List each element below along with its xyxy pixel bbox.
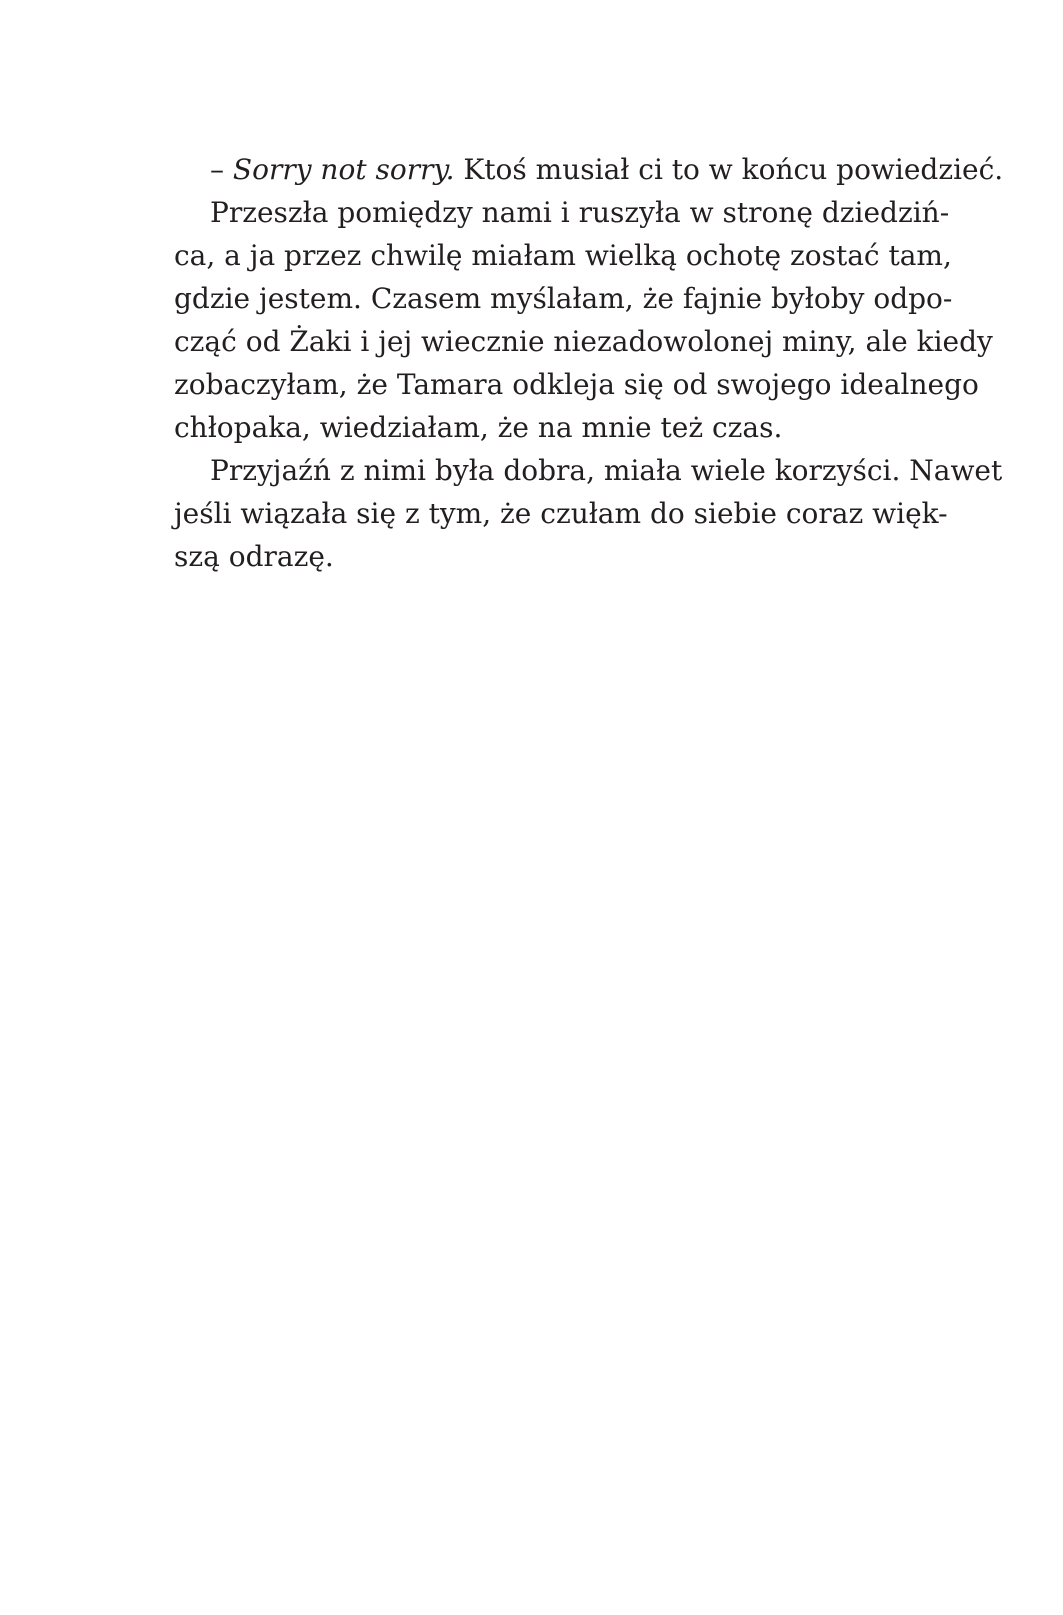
paragraph-3-line-2: jeśli wiązała się z tym, że czułam do siebie coraz więk- [174, 497, 948, 530]
italic-phrase: Sorry not sorry. [232, 153, 455, 186]
dialogue-dash: – [210, 153, 233, 186]
paragraph-3-line-1: Przyjaźń z nimi była dobra, miała wiele korzyści. Nawet [210, 454, 1003, 487]
paragraph-3-line-3: szą odrazę. [174, 540, 334, 573]
dialogue-text: Ktoś musiał ci to w końcu powiedzieć. [454, 153, 1004, 186]
body-text [174, 148, 1004, 578]
paragraph-2-line-4: cząć od Żaki i jej wiecznie niezadowolonej miny, ale kiedy [174, 325, 993, 358]
paragraph-2-line-3: gdzie jestem. Czasem myślałam, że fajnie byłoby odpo- [174, 282, 953, 315]
paragraph-2-line-2: ca, a ja przez chwilę miałam wielką ochotę zostać tam, [174, 239, 952, 272]
paragraph-2-line-1: Przeszła pomiędzy nami i ruszyła w stronę dziedziń- [210, 196, 950, 229]
paragraph-2-line-6: chłopaka, wiedziałam, że na mnie też czas. [174, 411, 783, 444]
paragraph-2-line-5: zobaczyłam, że Tamara odkleja się od swojego idealnego [174, 368, 979, 401]
paragraph-1-line-1 [174, 148, 1004, 191]
